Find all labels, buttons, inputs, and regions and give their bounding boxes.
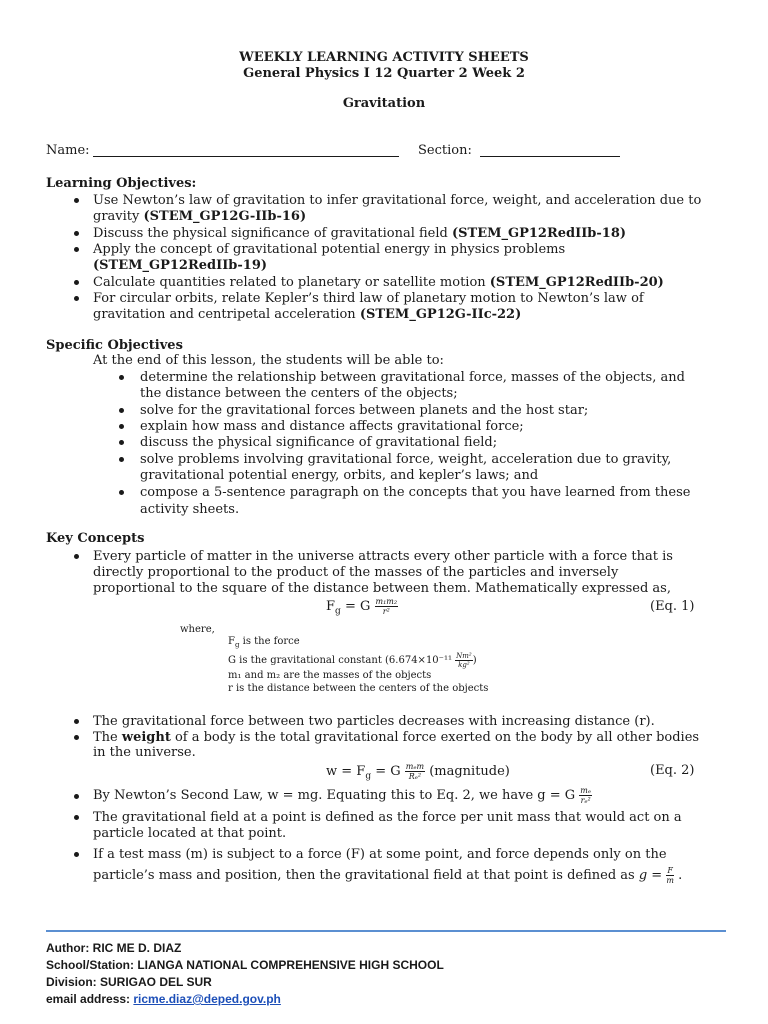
footer-author: Author: RIC ME D. DIAZ <box>46 941 182 955</box>
lo-item-5-line2: gravitation and centripetal acceleration (STEM_GP12G-IIc-22) <box>93 307 522 322</box>
where-force: $F_g$ is the force <box>228 636 300 649</box>
specific-objectives-heading: Specific Objectives <box>46 338 183 353</box>
lo-item-5-line1: For circular orbits, relate Kepler’s third law of planetary motion to Newton’s law of <box>93 291 644 306</box>
lo-item-1-line1: Use Newton’s law of gravitation to infer gravitational force, weight, and acceleration due to <box>93 193 702 208</box>
footer-school: School/Station: LIANGA NATIONAL COMPREHENSIVE HIGH SCHOOL <box>46 958 444 972</box>
kc-bullet-6-line1: If a test mass (m) is subject to a force (F) at some point, and force depends only on the <box>93 847 667 862</box>
section-blank[interactable] <box>480 156 620 157</box>
bullet-icon <box>119 440 124 445</box>
where-label: where, <box>180 624 215 635</box>
bullet-icon <box>74 247 79 252</box>
bullet-icon <box>119 490 124 495</box>
equation-1: $F_g = G$ $\frac{\text{m₁m₂}}{\text{r²}}$ <box>326 597 398 617</box>
lo-item-3-code: (STEM_GP12RedIIb-19) <box>93 258 268 273</box>
section-label: Section: <box>418 143 472 158</box>
bullet-icon <box>74 719 79 724</box>
name-label: Name: <box>46 143 90 158</box>
bullet-icon <box>119 408 124 413</box>
lo-item-1-line2: gravity (STEM_GP12G-IIb-16) <box>93 209 307 224</box>
bullet-icon <box>119 375 124 380</box>
where-constant: G is the gravitational constant (6.674×10⁻¹¹ $\frac{\text{Nm²}}{\text{kg²}}$ ) <box>228 652 477 669</box>
doc-title: WEEKLY LEARNING ACTIVITY SHEETS <box>239 50 529 65</box>
footer-divider <box>46 930 726 932</box>
kc-bullet-6-line2: particle’s mass and position, then the gravitational field at that point is defined as g = $\frac{F}{m}$ . <box>93 866 683 885</box>
so-item-2: solve for the gravitational forces between planets and the host star; <box>140 403 589 418</box>
kc-bullet-3-line2: in the universe. <box>93 745 196 760</box>
bullet-icon <box>74 280 79 285</box>
where-distance: r is the distance between the centers of the objects <box>228 683 489 694</box>
bullet-icon <box>74 198 79 203</box>
equation-1-label: (Eq. 1) <box>650 599 695 614</box>
kc-bullet-4: By Newton’s Second Law, w = mg. Equating this to Eq. 2, we have g = G $\frac{\text{mₑ}}{\text{rₑ²}}$ <box>93 786 591 805</box>
so-item-1-line1: determine the relationship between gravitational force, masses of the objects, and <box>140 370 685 385</box>
name-blank[interactable] <box>93 156 399 157</box>
where-masses: m₁ and m₂ are the masses of the objects <box>228 670 432 681</box>
learning-objectives-heading: Learning Objectives: <box>46 176 197 191</box>
kc-p1-line1: Every particle of matter in the universe attracts every other particle with a force that is <box>93 549 673 564</box>
equation-2: $w = F_g = G$ $\frac{\text{mₑm}}{\text{Rₑ²}}$ (magnitude) <box>326 762 510 782</box>
topic-title: Gravitation <box>342 96 426 111</box>
footer-email: email address: ricme.diaz@deped.gov.ph <box>46 992 281 1006</box>
footer-division: Division: SURIGAO DEL SUR <box>46 975 212 989</box>
kc-p1-line3: proportional to the square of the distance between them. Mathematically expressed as, <box>93 581 671 596</box>
lo-item-3-line1: Apply the concept of gravitational potential energy in physics problems <box>93 242 566 257</box>
so-item-3: explain how mass and distance affects gravitational force; <box>140 419 524 434</box>
so-item-5-line2: gravitational potential energy, orbits, and kepler’s laws; and <box>140 468 539 483</box>
kc-bullet-5-line1: The gravitational field at a point is defined as the force per unit mass that would act on a <box>93 810 682 825</box>
so-item-6-line1: compose a 5-sentence paragraph on the concepts that you have learned from these <box>140 485 691 500</box>
kc-p1-line2: directly proportional to the product of the masses of the particles and inversely <box>93 565 619 580</box>
lo-item-2: Discuss the physical significance of gravitational field (STEM_GP12RedIIb-18) <box>93 226 627 241</box>
so-item-4: discuss the physical significance of gravitational field; <box>140 435 498 450</box>
bullet-icon <box>119 457 124 462</box>
bullet-icon <box>119 424 124 429</box>
kc-bullet-5-line2: particle located at that point. <box>93 826 287 841</box>
lo-item-4: Calculate quantities related to planetary or satellite motion (STEM_GP12RedIIb-20) <box>93 275 664 290</box>
bullet-icon <box>74 815 79 820</box>
bullet-icon <box>74 852 79 857</box>
email-link[interactable]: ricme.diaz@deped.gov.ph <box>133 992 281 1006</box>
bullet-icon <box>74 794 79 799</box>
kc-bullet-3-line1: The weight of a body is the total gravitational force exerted on the body by all other bodies <box>93 730 700 745</box>
so-item-1-line2: the distance between the centers of the objects; <box>140 386 458 401</box>
kc-bullet-2: The gravitational force between two particles decreases with increasing distance (r). <box>93 714 655 729</box>
bullet-icon <box>74 231 79 236</box>
specific-objectives-intro: At the end of this lesson, the students will be able to: <box>93 353 444 368</box>
key-concepts-heading: Key Concepts <box>46 531 145 546</box>
doc-subtitle: General Physics I 12 Quarter 2 Week 2 <box>243 66 525 81</box>
so-item-6-line2: activity sheets. <box>140 502 240 517</box>
bullet-icon <box>74 554 79 559</box>
bullet-icon <box>74 735 79 740</box>
bullet-icon <box>74 296 79 301</box>
equation-2-label: (Eq. 2) <box>650 763 695 778</box>
so-item-5-line1: solve problems involving gravitational force, weight, acceleration due to gravity, <box>140 452 672 467</box>
